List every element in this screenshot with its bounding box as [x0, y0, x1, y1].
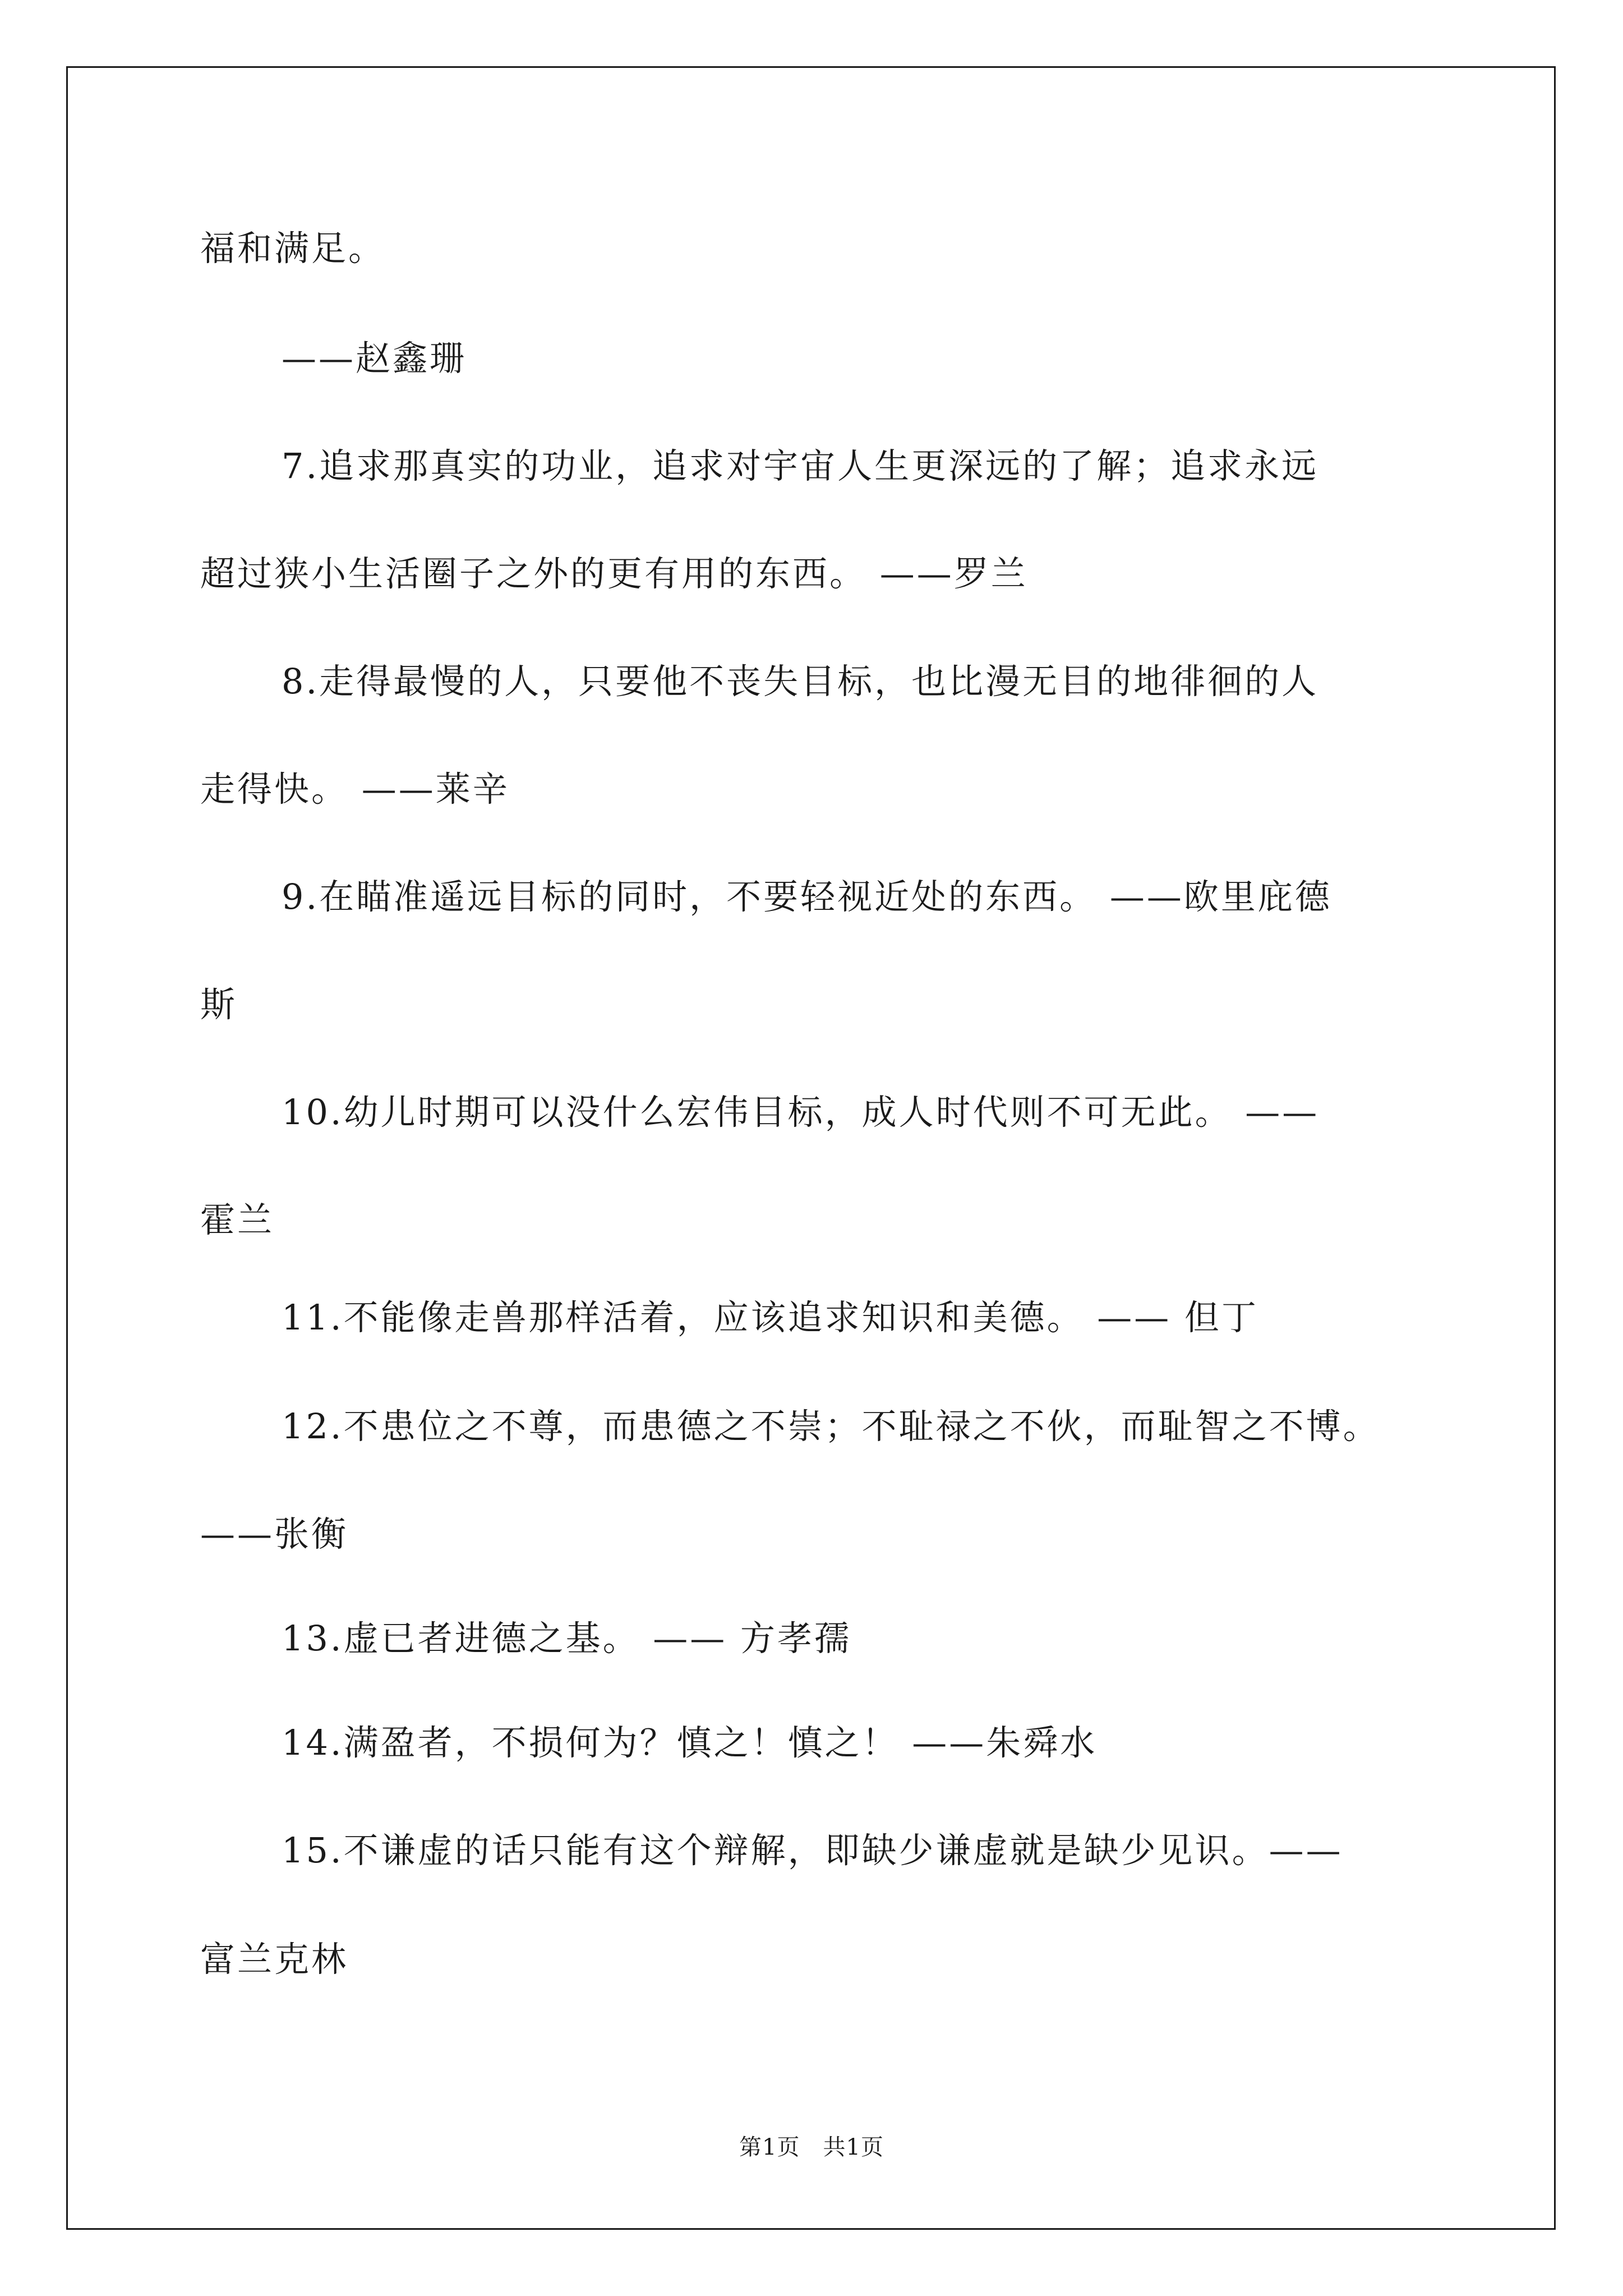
- page-border: [66, 66, 1556, 2230]
- text-line-4: 超过狭小生活圈子之外的更有用的东西。 ——罗兰: [200, 553, 1028, 594]
- page-footer: 第1页 共1页: [739, 2134, 884, 2160]
- text-line-2: ——赵鑫珊: [282, 338, 467, 379]
- text-line-12: 12.不患位之不尊，而患德之不崇；不耻禄之不伙，而耻智之不博。: [282, 1406, 1380, 1447]
- text-line-7: 9.在瞄准遥远目标的同时，不要轻视近处的东西。 ——欧里庇德: [282, 876, 1332, 917]
- text-line-6: 走得快。 ——莱辛: [200, 769, 510, 809]
- text-line-1: 福和满足。: [200, 228, 386, 269]
- text-line-9: 10.幼儿时期可以没什么宏伟目标，成人时代则不可无此。 ——: [282, 1092, 1320, 1133]
- text-line-14: 13.虚已者进德之基。 —— 方孝孺: [282, 1618, 852, 1659]
- text-line-16: 15.不谦虚的话只能有这个辩解，即缺少谦虚就是缺少见识。——: [282, 1830, 1343, 1871]
- text-line-8: 斯: [200, 984, 238, 1025]
- text-line-5: 8.走得最慢的人，只要他不丧失目标，也比漫无目的地徘徊的人: [282, 661, 1319, 702]
- text-line-13: ——张衡: [200, 1513, 349, 1554]
- text-line-17: 富兰克林: [200, 1939, 349, 1980]
- text-line-3: 7.追求那真实的功业，追求对宇宙人生更深远的了解；追求永远: [282, 445, 1319, 486]
- text-line-11: 11.不能像走兽那样活着，应该追求知识和美德。 —— 但丁: [282, 1297, 1259, 1338]
- text-line-10: 霍兰: [200, 1199, 275, 1240]
- text-line-15: 14.满盈者，不损何为？慎之！慎之！ ——朱舜水: [282, 1722, 1098, 1763]
